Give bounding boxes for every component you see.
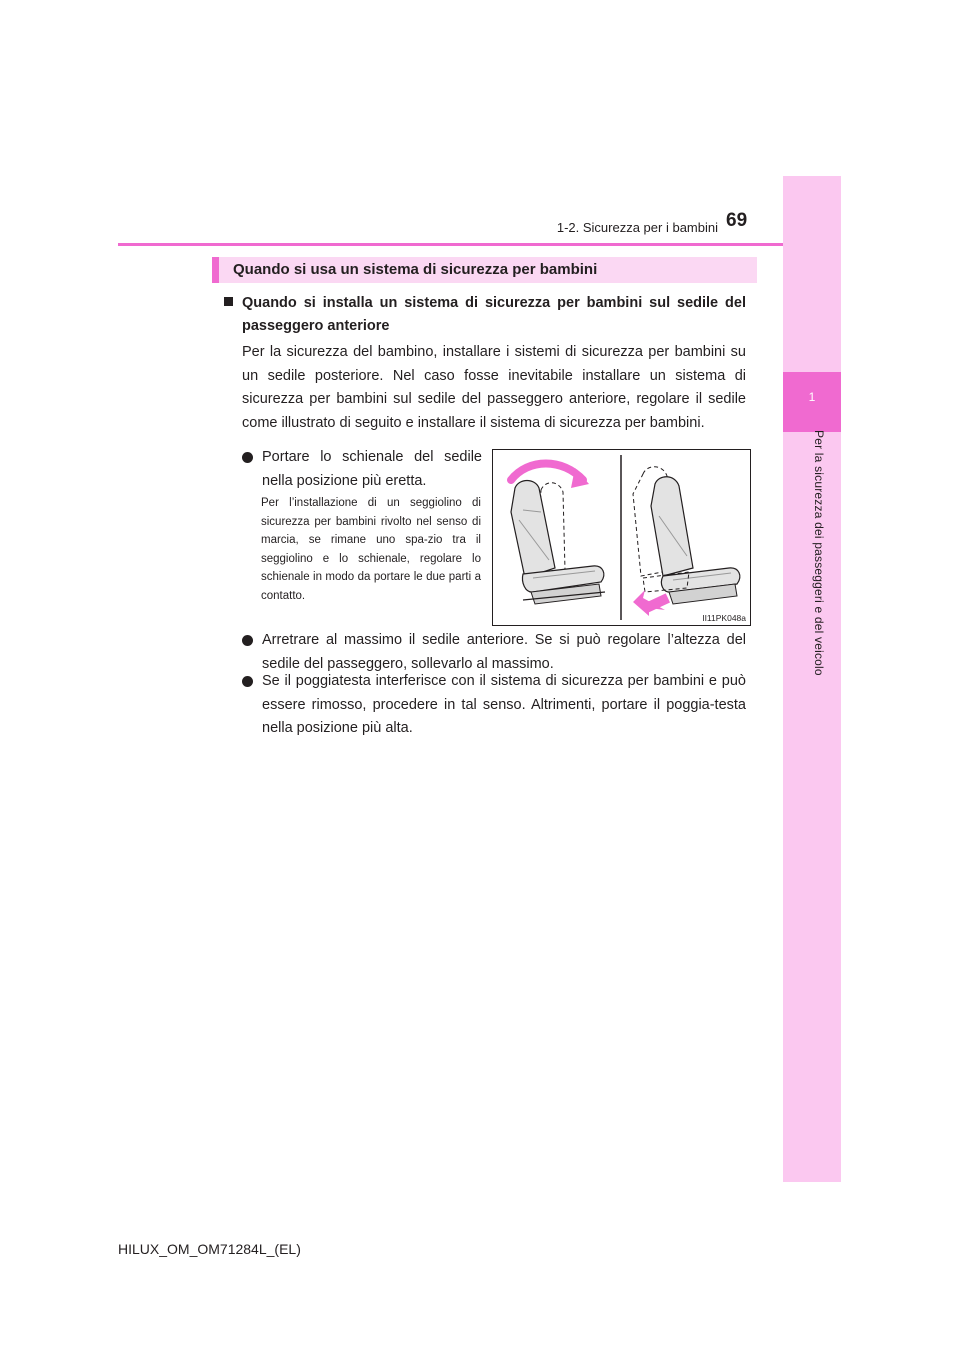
- section-title: Quando si usa un sistema di sicurezza per bambini: [233, 261, 598, 278]
- chapter-title: 1-2. Sicurezza per i bambini: [556, 220, 718, 235]
- side-tab-label: Per la sicurezza dei passeggeri e del veicolo: [812, 430, 826, 676]
- figure-code: II11PK048a: [702, 613, 746, 623]
- bullet-text: Se il poggiatesta interferisce con il sistema di sicurezza per bambini e può essere rimosso, procedere in tal senso. Altrimenti, portare il poggia-testa nella posizione più alta.: [262, 673, 746, 736]
- page-number: 69: [726, 210, 748, 231]
- section-title-bar: [212, 257, 757, 283]
- square-bullet-icon: [224, 297, 233, 306]
- note-text: Per l’installazione di un seggiolino di sicurezza per bambini rivolto nel senso di marcia, se rimane uno spa-zio tra il seggiolino e lo schienale, regolare lo schienale in modo da portare le due parti a contatto.: [261, 497, 481, 602]
- side-tab: [783, 176, 841, 1182]
- intro-paragraph: Per la sicurezza del bambino, installare i sistemi di sicurezza per bambini su un sedile posteriore. Nel caso fosse inevitabile installare un sistema di sicurezza per bambini sul sedile del passeggero anteriore, regolare il sedile come illustrato di seguito e installare il sistema di sicurezza per bambini.: [242, 344, 746, 431]
- seat-illustration: [493, 450, 750, 625]
- bullet-dot-icon: [242, 452, 253, 463]
- footer-doc-id: HILUX_OM_OM71284L_(EL): [118, 1241, 301, 1257]
- bullet-item: [242, 446, 482, 493]
- side-tab-number: 1: [808, 390, 816, 404]
- bullet-dot-icon: [242, 676, 253, 687]
- subheading: [224, 292, 746, 338]
- bullet-dot-icon: [242, 635, 253, 646]
- bullet-item: [242, 670, 746, 741]
- bullet-text: Arretrare al massimo il sedile anteriore. Se si può regolare l’altezza del sedile del passeggero, sollevarlo al massimo.: [262, 632, 746, 672]
- subheading-text: Quando si installa un sistema di sicurezza per bambini sul sedile del passeggero anteriore: [242, 295, 746, 334]
- bullet-text: Portare lo schienale del sedile nella posizione più eretta.: [262, 449, 482, 489]
- bullet-item: [242, 629, 746, 676]
- seat-adjustment-figure: [492, 449, 751, 626]
- header-rule: [118, 243, 783, 246]
